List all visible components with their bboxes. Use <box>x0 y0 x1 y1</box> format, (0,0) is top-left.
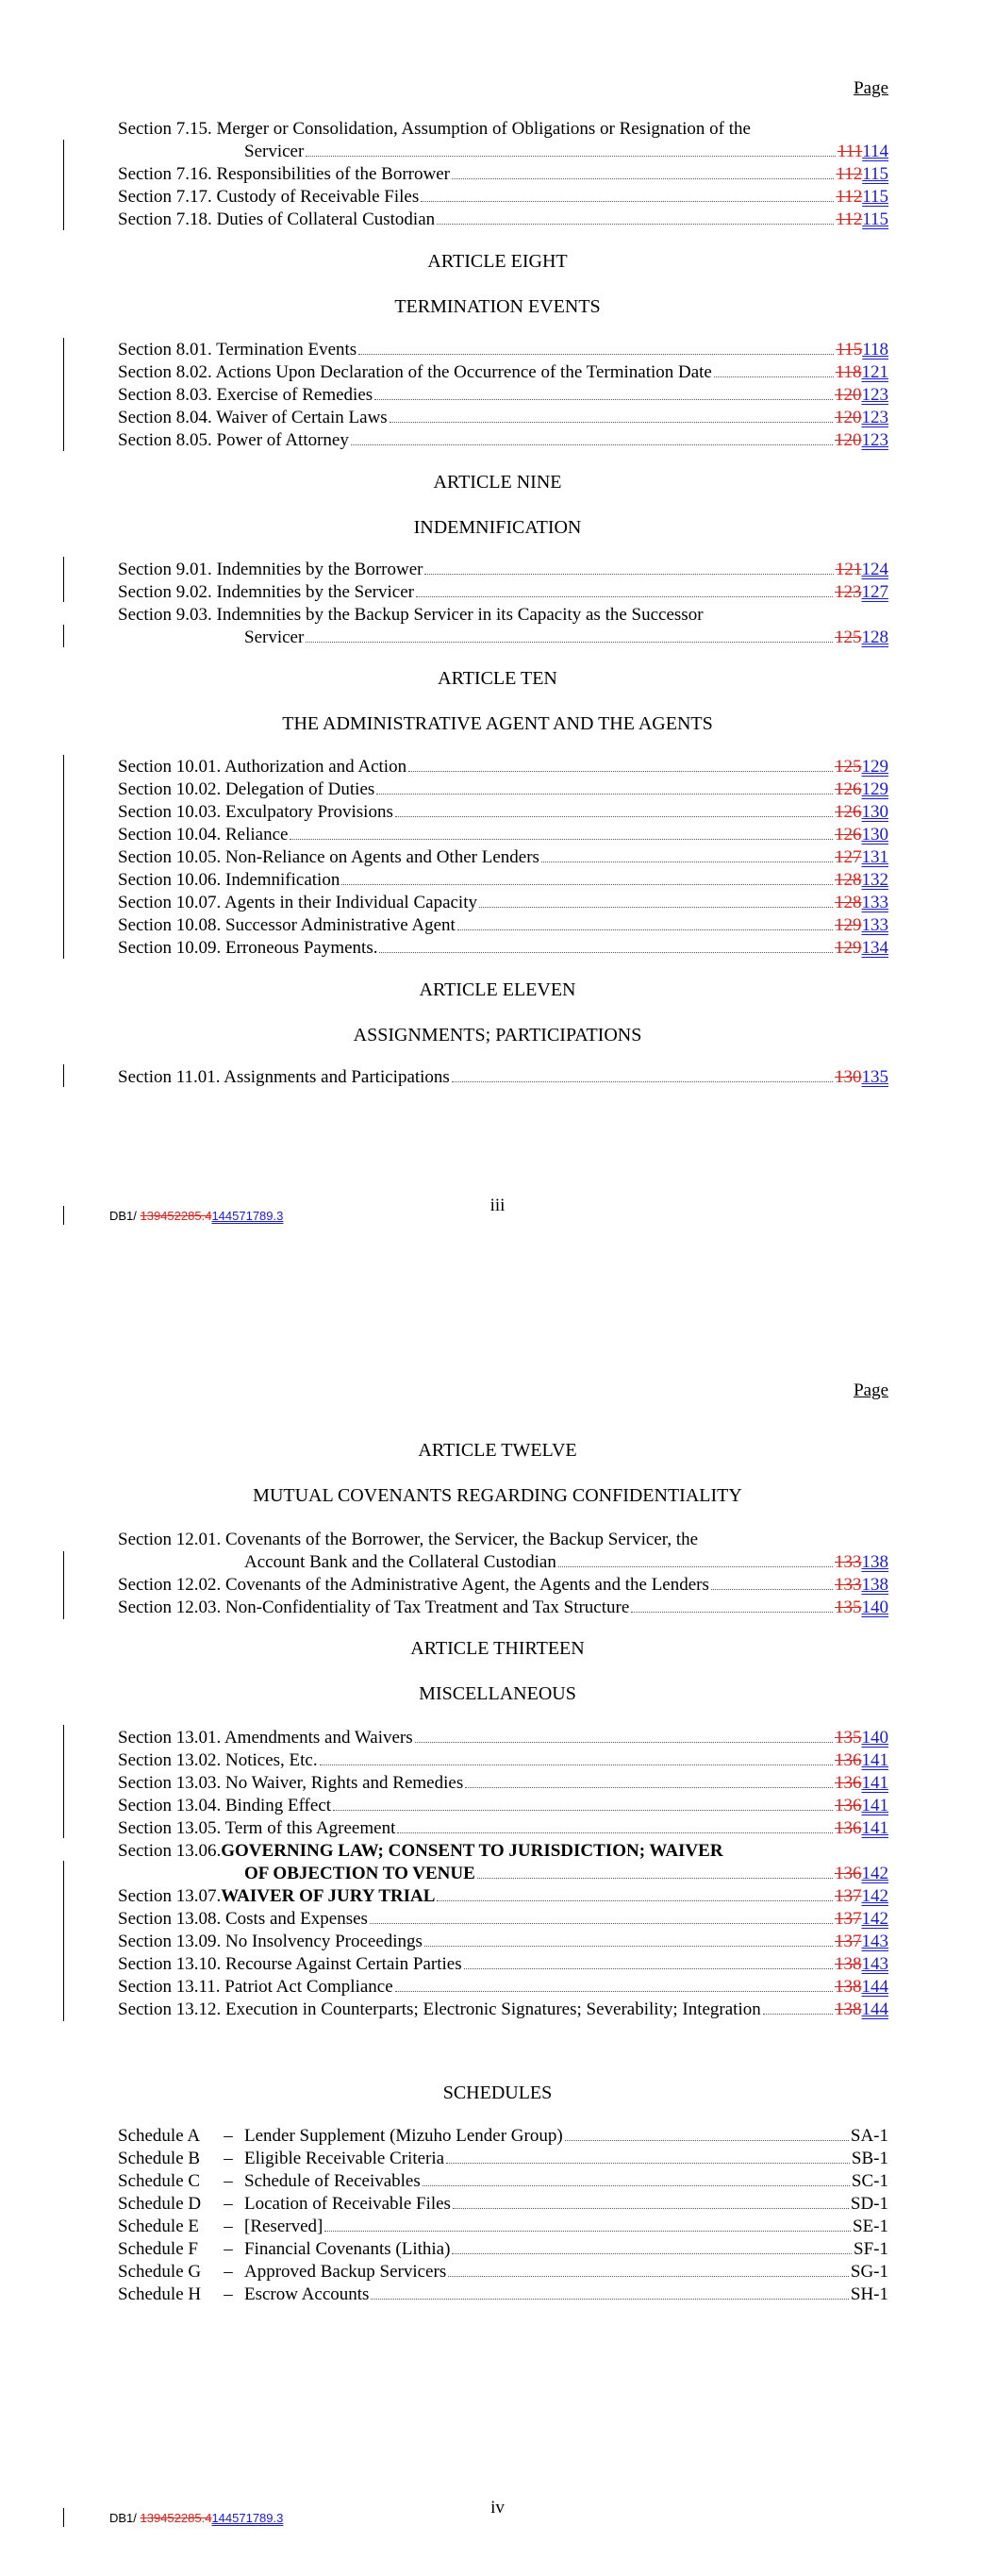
new-page-number: 141 <box>861 1796 888 1815</box>
toc-entry[interactable]: Section 13.05. Term of this Agreement 136141 <box>118 1818 888 1838</box>
toc-entry[interactable]: Section 13.12. Execution in Counterparts; Electronic Signatures; Severability; Integration 138144 <box>118 1999 888 2019</box>
new-page-number: 118 <box>862 340 888 360</box>
toc-entry[interactable]: Section 12.01. Covenants of the Borrower, the Servicer, the Backup Servicer, the <box>118 1530 699 1549</box>
old-page-number: 136 <box>835 1796 862 1815</box>
old-page-number: 138 <box>835 1977 862 1997</box>
new-page-number: 144 <box>861 1999 888 2019</box>
toc-entry[interactable]: Section 10.09. Erroneous Payments. 129134 <box>118 938 888 958</box>
toc-entry[interactable]: Section 13.08. Costs and Expenses 137142 <box>118 1909 888 1929</box>
toc-entry[interactable]: Section 8.02. Actions Upon Declaration of the Occurrence of the Termination Date 118121 <box>118 362 888 382</box>
old-page-number: 118 <box>835 362 862 382</box>
old-page-number: 120 <box>835 430 862 450</box>
old-page-number: 137 <box>835 1932 862 1951</box>
old-page-number: 129 <box>835 938 862 958</box>
old-page-number: 126 <box>835 802 862 822</box>
article-heading: ARTICLE EIGHT <box>427 251 568 272</box>
new-page-number: 141 <box>861 1750 888 1770</box>
new-page-number: 134 <box>861 938 888 958</box>
toc-entry[interactable]: Section 11.01. Assignments and Participations 130135 <box>118 1067 888 1087</box>
new-page-number: 123 <box>861 408 888 427</box>
new-page-number: 142 <box>861 1864 888 1883</box>
new-page-number: 124 <box>861 560 888 579</box>
toc-entry[interactable]: Section 10.04. Reliance 126130 <box>118 825 888 845</box>
change-bar <box>63 1725 64 1838</box>
old-page-number: 138 <box>835 1999 862 2019</box>
new-page-number: 123 <box>861 430 888 450</box>
toc-entry[interactable]: Section 7.15. Merger or Consolidation, Assumption of Obligations or Resignation of the <box>118 119 751 139</box>
new-page-number: 135 <box>861 1067 888 1087</box>
change-bar <box>63 625 64 647</box>
toc-page-iii <box>0 0 995 1283</box>
new-page-number: 133 <box>861 915 888 935</box>
old-page-number: 128 <box>835 893 862 912</box>
toc-entry[interactable]: Section 10.07. Agents in their Individual Capacity 128133 <box>118 893 888 912</box>
toc-entry[interactable]: Section 10.08. Successor Administrative Agent 129133 <box>118 915 888 935</box>
article-title: MUTUAL COVENANTS REGARDING CONFIDENTIALITY <box>253 1485 742 1506</box>
toc-entry[interactable]: Section 10.06. Indemnification 128132 <box>118 870 888 890</box>
old-page-number: 123 <box>835 582 862 602</box>
old-page-number: 138 <box>835 1954 862 1974</box>
old-page-number: 136 <box>835 1864 862 1883</box>
page-number: iii <box>489 1196 506 1215</box>
new-page-number: 129 <box>861 757 888 777</box>
new-page-number: 129 <box>861 779 888 799</box>
schedule-entry[interactable]: Schedule G – Approved Backup Servicers SG-1 <box>118 2262 888 2282</box>
new-page-number: 142 <box>861 1886 888 1906</box>
old-page-number: 126 <box>835 779 862 799</box>
old-page-number: 136 <box>835 1750 862 1770</box>
new-page-number: 127 <box>861 582 888 602</box>
new-page-number: 121 <box>861 362 888 382</box>
article-heading: ARTICLE TEN <box>438 668 557 689</box>
page-number: iv <box>490 2498 505 2517</box>
schedule-entry[interactable]: Schedule C – Schedule of Receivables SC-1 <box>118 2171 888 2191</box>
old-page-number: 121 <box>835 560 862 579</box>
toc-entry[interactable]: OF OBJECTION TO VENUE 136142 <box>244 1864 888 1883</box>
new-page-number: 128 <box>861 627 888 647</box>
new-page-number: 138 <box>861 1575 888 1595</box>
old-page-number: 126 <box>835 825 862 845</box>
article-title: MISCELLANEOUS <box>419 1683 576 1704</box>
article-heading: ARTICLE TWELVE <box>418 1440 577 1461</box>
old-page-number: 137 <box>835 1886 862 1906</box>
schedule-entry[interactable]: Schedule A – Lender Supplement (Mizuho Lender Group) SA-1 <box>118 2126 888 2146</box>
old-page-number: 115 <box>836 340 863 360</box>
toc-entry[interactable]: Section 12.02. Covenants of the Administrative Agent, the Agents and the Lenders 133138 <box>118 1575 888 1595</box>
page-column-label: Page <box>854 78 888 98</box>
toc-entry[interactable]: Section 10.05. Non-Reliance on Agents and Other Lenders 127131 <box>118 847 888 867</box>
new-page-number: 142 <box>861 1909 888 1929</box>
toc-entry[interactable]: Account Bank and the Collateral Custodian 133138 <box>244 1552 888 1572</box>
toc-entry[interactable]: Section 13.10. Recourse Against Certain Parties 138143 <box>118 1954 888 1974</box>
old-page-number: 136 <box>835 1818 862 1838</box>
toc-entry[interactable]: Section 13.01. Amendments and Waivers 135140 <box>118 1728 888 1748</box>
old-page-number: 112 <box>836 187 863 207</box>
new-page-number: 115 <box>862 209 888 229</box>
toc-entry[interactable]: Section 7.16. Responsibilities of the Borrower 112115 <box>118 164 888 184</box>
change-bar <box>63 557 64 602</box>
toc-entry[interactable]: Section 13.03. No Waiver, Rights and Remedies 136141 <box>118 1773 888 1793</box>
old-page-number: 125 <box>835 757 862 777</box>
toc-entry[interactable]: Section 13.07. WAIVER OF JURY TRIAL 137142 <box>118 1886 888 1906</box>
article-title: THE ADMINISTRATIVE AGENT AND THE AGENTS <box>282 713 713 734</box>
schedule-entry[interactable]: Schedule E – [Reserved] SE-1 <box>118 2216 888 2236</box>
toc-entry[interactable]: Section 10.03. Exculpatory Provisions 126130 <box>118 802 888 822</box>
schedule-entry[interactable]: Schedule F – Financial Covenants (Lithia) SF-1 <box>118 2239 888 2259</box>
old-page-number: 120 <box>835 385 862 405</box>
article-title: ASSIGNMENTS; PARTICIPATIONS <box>353 1025 642 1045</box>
new-page-number: 141 <box>861 1773 888 1793</box>
old-page-number: 127 <box>835 847 862 867</box>
toc-entry[interactable]: Section 7.18. Duties of Collateral Custodian 112115 <box>118 209 888 229</box>
new-page-number: 130 <box>861 802 888 822</box>
new-page-number: 115 <box>862 164 888 184</box>
change-bar <box>63 338 64 451</box>
old-page-number: 112 <box>836 209 863 229</box>
new-page-number: 144 <box>861 1977 888 1997</box>
toc-entry[interactable]: Servicer 111114 <box>244 142 888 161</box>
toc-entry[interactable]: Section 8.04. Waiver of Certain Laws 120123 <box>118 408 888 427</box>
new-page-number: 123 <box>861 385 888 405</box>
old-page-number: 120 <box>835 408 862 427</box>
old-page-number: 137 <box>835 1909 862 1929</box>
toc-entry[interactable]: Section 8.03. Exercise of Remedies 120123 <box>118 385 888 405</box>
article-heading: ARTICLE NINE <box>433 472 562 493</box>
article-heading: ARTICLE THIRTEEN <box>410 1638 585 1659</box>
schedule-entry[interactable]: Schedule B – Eligible Receivable Criteria SB-1 <box>118 2149 888 2168</box>
toc-entry[interactable]: Section 10.02. Delegation of Duties 126129 <box>118 779 888 799</box>
schedule-entry[interactable]: Schedule H – Escrow Accounts SH-1 <box>118 2284 888 2304</box>
old-page-number: 130 <box>835 1067 862 1087</box>
toc-entry[interactable]: Section 7.17. Custody of Receivable Files 112115 <box>118 187 888 207</box>
schedules-heading: SCHEDULES <box>442 2083 553 2103</box>
toc-entry[interactable]: Section 13.11. Patriot Act Compliance 138144 <box>118 1977 888 1997</box>
new-page-number: 114 <box>862 142 888 161</box>
new-page-number: 140 <box>861 1597 888 1617</box>
toc-entry[interactable]: Section 13.06. GOVERNING LAW; CONSENT TO JURISDICTION; WAIVER <box>118 1841 723 1861</box>
article-heading: ARTICLE ELEVEN <box>419 979 576 1000</box>
change-bar <box>63 1064 64 1087</box>
toc-entry[interactable]: Section 9.03. Indemnities by the Backup Servicer in its Capacity as the Successor <box>118 605 704 625</box>
toc-entry[interactable]: Section 12.03. Non-Confidentiality of Tax Treatment and Tax Structure 135140 <box>118 1597 888 1617</box>
document-id: DB1/ 139452285.4144571789.3 <box>109 1209 284 1223</box>
schedule-entry[interactable]: Schedule D – Location of Receivable Files SD-1 <box>118 2194 888 2214</box>
document-id: DB1/ 139452285.4144571789.3 <box>109 2511 284 2525</box>
old-page-number: 129 <box>835 915 862 935</box>
page-column-label: Page <box>854 1380 888 1400</box>
old-page-number: 112 <box>836 164 863 184</box>
article-title: INDEMNIFICATION <box>413 517 582 538</box>
new-page-number: 130 <box>861 825 888 845</box>
toc-entry[interactable]: Section 9.01. Indemnities by the Borrower 121124 <box>118 560 888 579</box>
change-bar <box>63 1861 64 2021</box>
new-page-number: 140 <box>861 1728 888 1748</box>
old-page-number: 136 <box>835 1773 862 1793</box>
old-page-number: 111 <box>837 142 863 161</box>
new-page-number: 143 <box>861 1954 888 1974</box>
new-page-number: 141 <box>861 1818 888 1838</box>
new-page-number: 115 <box>862 187 888 207</box>
old-page-number: 133 <box>835 1575 862 1595</box>
toc-entry[interactable]: Section 13.04. Binding Effect 136141 <box>118 1796 888 1815</box>
toc-entry[interactable]: Section 13.02. Notices, Etc. 136141 <box>118 1750 888 1770</box>
toc-entry[interactable]: Section 8.05. Power of Attorney 120123 <box>118 430 888 450</box>
old-page-number: 135 <box>835 1597 862 1617</box>
toc-entry[interactable]: Servicer 125128 <box>244 627 888 647</box>
old-page-number: 128 <box>835 870 862 890</box>
change-bar <box>63 755 64 959</box>
article-title: TERMINATION EVENTS <box>394 296 601 317</box>
old-page-number: 125 <box>835 627 862 647</box>
toc-page-iv <box>0 1302 995 2576</box>
new-page-number: 131 <box>861 847 888 867</box>
new-page-number: 138 <box>861 1552 888 1572</box>
old-page-number: 135 <box>835 1728 862 1748</box>
new-page-number: 143 <box>861 1932 888 1951</box>
toc-entry[interactable]: Section 8.01. Termination Events 115118 <box>118 340 888 360</box>
toc-entry[interactable]: Section 10.01. Authorization and Action 125129 <box>118 757 888 777</box>
new-page-number: 132 <box>861 870 888 890</box>
change-bar <box>63 1551 64 1619</box>
toc-entry[interactable]: Section 13.09. No Insolvency Proceedings 137143 <box>118 1932 888 1951</box>
old-page-number: 133 <box>835 1552 862 1572</box>
change-bar <box>63 140 64 230</box>
toc-entry[interactable]: Section 9.02. Indemnities by the Servicer 123127 <box>118 582 888 602</box>
new-page-number: 133 <box>861 893 888 912</box>
